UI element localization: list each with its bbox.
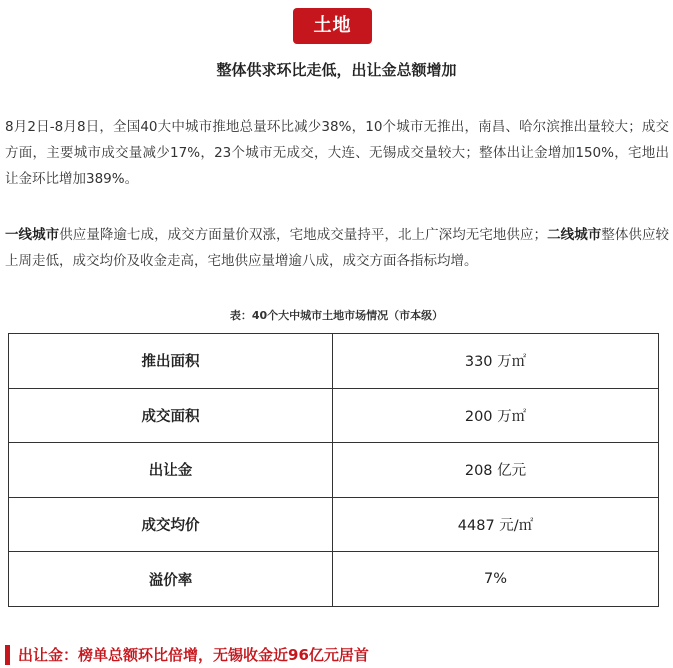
intro-paragraph: 8月2日-8月8日，全国40大中城市推地总量环比减少38%，10个城市无推出，南昌、哈尔滨推出量较大；成交方面，主要城市成交量减少17%，23个城市无成交，大连、无锡成交量较大；整体出让金增加150%，宅地出让金环比增加389%。 xyxy=(5,119,669,187)
table-caption: 表：40个大中城市土地市场情况（市本级） xyxy=(229,309,444,322)
row-value-deal-area: 200 万㎡ xyxy=(333,388,659,443)
row-value-avg-price: 4487 元/㎡ xyxy=(333,497,659,552)
section-title: 出让金：榜单总额环比倍增，无锡收金近96亿元居首 xyxy=(18,646,369,664)
land-market-table xyxy=(8,333,659,607)
row-label-launch-area: 推出面积 xyxy=(9,334,333,389)
row-value-premium-rate: 7% xyxy=(333,552,659,607)
tier2-label: 二线城市 xyxy=(547,227,602,243)
row-label-premium-rate: 溢价率 xyxy=(9,552,333,607)
tier1-text: 供应量降逾七成，成交方面量价双涨，宅地成交量持平，北上广深均无宅地供应； xyxy=(59,227,548,243)
table-row xyxy=(9,443,659,498)
tier-paragraph xyxy=(5,222,669,274)
page-subtitle: 整体供求环比走低，出让金总额增加 xyxy=(216,61,457,79)
table-row xyxy=(9,334,659,389)
row-label-deal-area: 成交面积 xyxy=(9,388,333,443)
table-row xyxy=(9,552,659,607)
row-label-avg-price: 成交均价 xyxy=(9,497,333,552)
table-row xyxy=(9,497,659,552)
row-label-land-fee: 出让金 xyxy=(9,443,333,498)
row-value-land-fee: 208 亿元 xyxy=(333,443,659,498)
table-row xyxy=(9,388,659,443)
tier1-label: 一线城市 xyxy=(5,227,60,243)
row-value-launch-area: 330 万㎡ xyxy=(333,334,659,389)
tier2-text: 整体供应较上周走低，成交均价及收金走高，宅地供应量增逾八成，成交方面各指标均增。 xyxy=(5,227,670,269)
section-badge-land: 土地 xyxy=(293,8,372,44)
section-heading xyxy=(5,642,369,668)
section-marker xyxy=(5,645,10,665)
